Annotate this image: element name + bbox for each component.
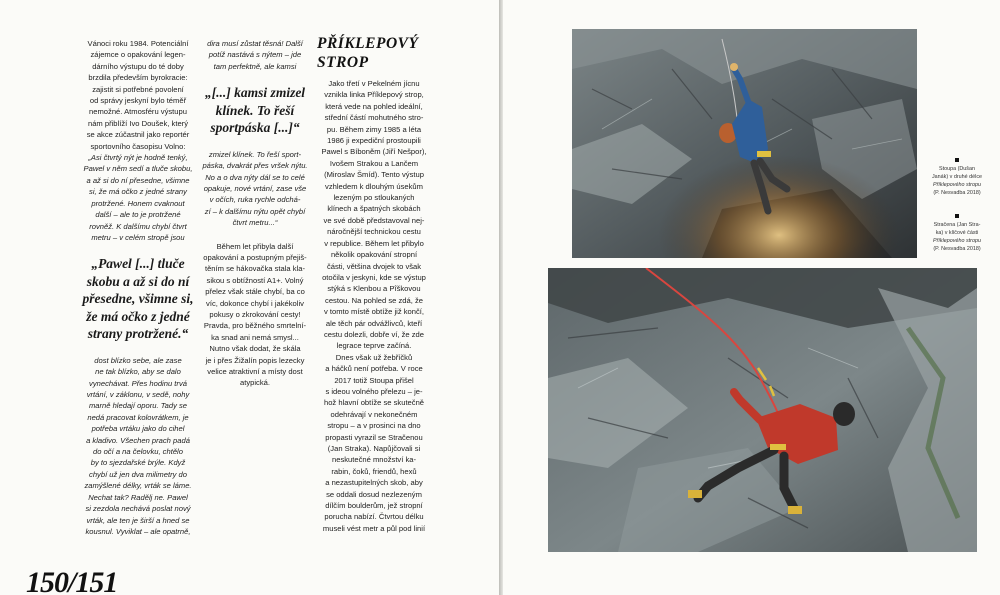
text-line: dílčím boulderům, jež stropní	[325, 501, 423, 511]
text-line: zí – k dalšímu nýtu opět chybí	[204, 206, 306, 216]
bullet-square-icon	[955, 158, 959, 162]
text-line: se oddali dosud nezlezeným	[326, 489, 422, 499]
text-line: vznikla linka Příklepový strop,	[324, 90, 424, 100]
column-1-quote-text	[82, 152, 194, 243]
text-line: No a o dva nýty dál se to celé	[205, 172, 305, 182]
text-line: tam perfektně, ale kamsi	[213, 61, 297, 71]
text-line: dost blízko sebe, ale zase	[94, 355, 182, 365]
text-line: víc, dokonce chybí i jakékoliv	[206, 298, 304, 308]
text-line: a až si do ní přesedne, všimne	[86, 175, 190, 185]
text-line: lezeným po stloukaných	[333, 193, 415, 203]
caption-line: (P. Nesvadba 2018)	[933, 190, 981, 196]
text-line: brzdila především byrokracie:	[88, 73, 188, 83]
text-column-3	[317, 34, 431, 534]
text-line: dira musí zůstat těsná! Další	[207, 39, 303, 48]
text-line: atypická.	[240, 378, 270, 388]
text-line: pokusy o zkrokování cesty!	[209, 310, 301, 319]
text-line: potřeba vrtáku jako do cihel	[91, 424, 185, 434]
text-line: Pravda, pro běžného smrtelní-	[203, 321, 307, 331]
text-line: zamýšlené délky, vrták se láme.	[84, 481, 192, 491]
text-line: Pawel s Bíboněm (Jiří Nešpor),	[321, 147, 427, 157]
text-line: nedá pracovat kolovrátkem, je	[87, 412, 189, 422]
text-line: metru – v celém stropě jsou	[91, 232, 185, 242]
text-line: od správy jeskyní bylo téměř	[89, 96, 187, 106]
text-line: nám přiblíží Ivo Doušek, který	[87, 118, 189, 128]
text-line: je i přes Žižalín popis lezecky	[205, 355, 305, 365]
text-line: pu. Během zimy 1985 a léta	[326, 124, 422, 134]
column-3-body	[317, 78, 431, 534]
text-line: zajistit si potřebné povolení	[92, 84, 184, 94]
text-line: odehrávají v nekonečném	[330, 409, 418, 419]
photo-caption	[921, 158, 993, 197]
text-line: klínech a špatných skobách	[327, 204, 421, 214]
text-line: propasti vyrazil se Stračenou	[325, 432, 423, 442]
photo-caption	[921, 214, 993, 253]
text-line: Během let přibyla další	[216, 241, 294, 251]
text-line: dárního výstupu do té doby	[92, 61, 184, 71]
text-line: těním se hákovačka stala kla-	[204, 264, 306, 274]
text-line: 2017 totiž Stoupa přišel	[334, 375, 414, 385]
caption-line: Příklepového stropu	[933, 238, 981, 244]
text-line: by to sjezdařské brýle. Když	[90, 458, 186, 468]
text-line: otočila v jeskyni, kde se výstup	[322, 272, 426, 282]
text-line: a nezastupitelných skob, aby	[325, 478, 423, 488]
text-line: která vede na pohled ideální,	[325, 101, 423, 111]
caption-line: (P. Nesvadba 2018)	[933, 246, 981, 252]
caption-line: Stoupa (Dušan	[939, 166, 975, 172]
text-line: „Asi čtvrtý nýt je hodně tenký,	[88, 153, 188, 163]
caption-line: Stračena (Jan Stra-	[933, 222, 981, 228]
text-line: legrace teprve začíná.	[336, 341, 412, 351]
text-line: zmizel klínek. To řeší sport-	[208, 149, 302, 159]
text-line: museli vést metr a půl pod linií	[322, 523, 426, 533]
column-2-quote-text	[199, 149, 311, 229]
text-line: (Jan Straka). Napůjčovali si	[327, 444, 421, 453]
text-line: ve své době představoval nej-	[323, 215, 425, 225]
text-line: střední částí mohutného stro-	[324, 113, 424, 123]
text-line: Nutno však dodat, že skála	[209, 344, 301, 354]
text-line: velice atraktivní a místy dost	[207, 367, 303, 377]
right-page	[503, 0, 1000, 595]
text-line: části, většina dvojek to však	[326, 261, 422, 271]
section-heading: PŘÍKLEPOVÝ STROP	[317, 35, 419, 71]
pull-quote: „[...] kamsi zmizel klínek. To řeší sportpáska [...]“	[204, 85, 306, 136]
text-line: s ideou volného přelezu – je-	[325, 386, 423, 396]
text-line: páska, dvakrát přes vršek nýtu.	[202, 161, 308, 171]
text-line: 1986 ji expediční prostoupili	[327, 136, 421, 146]
text-line: několik opakování stropní	[330, 250, 418, 260]
text-line: cestou. Na pohled se zdá, že	[325, 295, 423, 305]
text-line: vrtání, v záklonu, v sedě, nohy	[86, 390, 190, 400]
column-1-body-top	[82, 38, 194, 152]
climber-red-photo	[548, 268, 977, 552]
text-line: vzhledem k dlouhým úsekům	[325, 181, 423, 191]
text-line: protržené. Honem cvaknout	[91, 198, 185, 208]
text-line: další – ale to je protržené	[95, 210, 181, 220]
text-line: v očích, ruka rychle odchá-	[209, 195, 301, 205]
text-line: a kladivo. Všechen prach padá	[86, 435, 190, 445]
text-line: porucha nabízí. Čtvrtou délku	[324, 512, 424, 522]
text-line: (Miroslav Šmíd). Tento výstup	[324, 170, 424, 180]
text-line: sportovního časopisu Volno:	[90, 141, 186, 151]
text-column-1	[82, 38, 194, 537]
text-line: náročnější technickou cestu	[327, 227, 421, 237]
text-line: rovněž. K dalšímu chybí čtvrt	[89, 221, 187, 231]
text-line: cestu dolezli, dobře ví, že zde	[323, 329, 425, 339]
caption-line: ka) v klíčové části	[935, 230, 979, 236]
text-line: si zezdola nechává poslat nový	[85, 504, 191, 514]
text-line: v republice. Během let přibylo	[324, 238, 424, 248]
text-line: chybí už jen dva milimetry do	[89, 469, 187, 479]
text-line: opakování a postupným přejiš-	[203, 252, 307, 262]
text-line: vrták, ale ten je širší a hned se	[86, 515, 190, 525]
column-2-quote-text-top	[199, 38, 311, 72]
text-line: Jako třetí v Pekelném jícnu	[328, 79, 420, 88]
text-line: sikou s obtížností A1+. Volný	[206, 275, 304, 285]
text-line: se akce zúčastnil jako reportér	[86, 130, 190, 140]
text-line: Vánoci roku 1984. Potenciální	[87, 39, 189, 48]
text-line: Nechat tak? Radělj ne. Pawel	[88, 492, 188, 502]
text-line: Pawel v něm sedí a tluče skobu,	[83, 164, 193, 174]
text-line: kousnul. Vyviklat – ale opatrně,	[85, 526, 191, 536]
text-line: v tomto místě obtíže již končí,	[323, 307, 425, 317]
text-line: přelez však stále chybí, ba co	[205, 287, 305, 297]
caption-line: Janák) v druhé délce	[931, 174, 983, 180]
bullet-square-icon	[955, 214, 959, 218]
text-line: ka snad ani nemá smysl...	[211, 332, 299, 342]
text-line: marně hledají oporu. Tady se	[88, 401, 188, 411]
column-1-body-bottom	[82, 355, 194, 538]
text-line: potíž nastává s nýtem – jde	[208, 50, 302, 60]
text-line: opakuje, nové vrtání, zase vše	[203, 183, 307, 193]
text-line: do očí a na čelovku, chtělo	[93, 447, 183, 457]
text-line: Ivošem Strakou a Lančem	[329, 158, 419, 168]
column-2-body	[199, 241, 311, 389]
text-line: a háčků není potřeba. V roce	[325, 364, 423, 374]
text-line: vynechávat. Přes hodinu trvá	[89, 378, 187, 388]
text-line: čtvrt metru...“	[232, 218, 278, 228]
pull-quote: „Pawel [...] tluče skobu a až si do ní přesedne, všimne si, že má očko z jedné strany protržené.“	[82, 256, 194, 342]
text-line: nemožné. Atmosféru výstupu	[89, 107, 187, 117]
climber-blue-photo	[572, 29, 917, 258]
caption-line: Příklepového stropu	[933, 182, 981, 188]
text-line: si, že má očko z jedné strany	[89, 187, 187, 197]
left-page	[0, 0, 499, 595]
text-line: rabin, čoků, friendů, hexů	[331, 466, 417, 476]
text-line: ale těch pár odvážlivců, kteří	[325, 318, 423, 328]
text-column-2	[199, 38, 311, 389]
text-line: zájemce o opakování legen-	[90, 50, 186, 60]
text-line: ne tak blízko, aby se dalo	[95, 367, 181, 377]
text-line: Dnes však už žebříčků	[335, 352, 413, 362]
text-line: stýká s Klenbou a Pîškovou	[327, 284, 421, 294]
page-number: 150/151	[26, 566, 118, 595]
text-line: neskutečné množství ka-	[332, 455, 416, 465]
text-line: stropu – a v prosinci na dno	[327, 421, 421, 431]
text-line: hož hlavní obtíže se skutečně	[323, 398, 425, 408]
